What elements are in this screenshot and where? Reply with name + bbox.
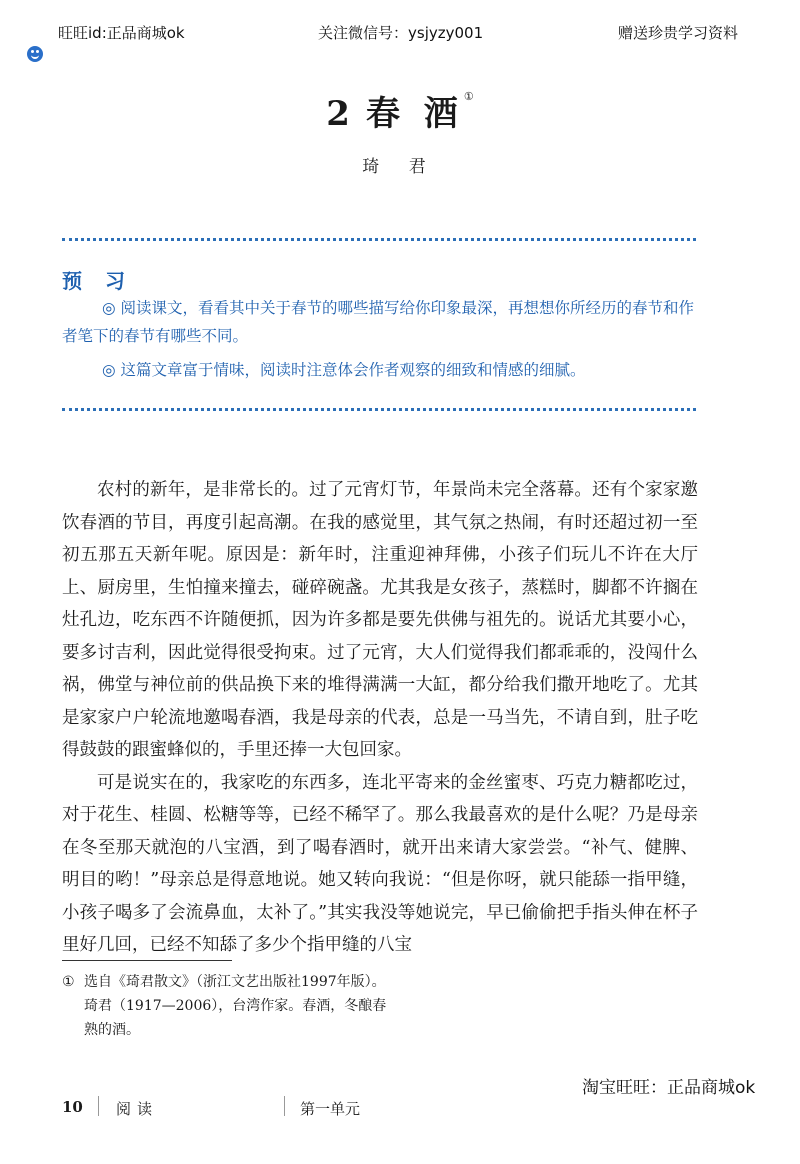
footnote-mark: ① (62, 974, 75, 990)
watermark-top-right: 赠送珍贵学习资料 (618, 24, 739, 42)
author: 琦 君 (362, 157, 438, 177)
preview-item: ◎ 阅读课文，看看其中关于春节的哪些描写给你印象最深，再想想你所经历的春节和作者笔下的春节有哪些不同。 (62, 299, 694, 345)
footnote-rule (62, 960, 232, 961)
lesson-title: 春 酒 (365, 94, 464, 134)
preview-item: ◎ 这篇文章富于情味，阅读时注意体会作者观察的细致和情感的细腻。 (102, 361, 586, 379)
footer-separator (284, 1096, 285, 1116)
page-title (0, 86, 800, 135)
watermark-top-center: 关注微信号：ysjyzy001 (318, 24, 484, 42)
lesson-number: 2 (326, 94, 356, 134)
divider-bottom (62, 408, 696, 411)
footer-unit: 第一单元 (300, 1100, 361, 1118)
article-body (62, 474, 698, 962)
footer-separator (98, 1096, 99, 1116)
footer-section: 阅读 (116, 1100, 159, 1118)
preview-heading: 预 习 (62, 269, 133, 293)
title-footnote-mark: ① (463, 90, 474, 103)
paragraph: 可是说实在的，我家吃的东西多，连北平寄来的金丝蜜枣、巧克力糖都吃过，对于花生、桂圆、松糖等等，已经不稀罕了。那么我最喜欢的是什么呢？乃是母亲在冬至那天就泡的八宝酒，到了喝春酒时，就开出来请大家尝尝。“补气、健脾、明目的哟！”母亲总是得意地说。她又转向我说：“但是你呀，就只能舔一指甲缝，小孩子喝多了会流鼻血，太补了。”其实我没等她说完，早已偷偷把手指头伸在杯子里好几回，已经不知舔了多少个指甲缝的八宝 (62, 772, 698, 955)
watermark-bottom-right: 淘宝旺旺：正品商城ok (582, 1078, 756, 1098)
footnote-text: 选自《琦君散文》（浙江文艺出版社1997年版）。琦君（1917—2006），台湾作家。春酒，冬酿春熟的酒。 (84, 974, 387, 1038)
footnote (62, 970, 392, 1042)
page-number: 10 (62, 1098, 83, 1116)
paragraph: 农村的新年，是非常长的。过了元宵灯节，年景尚未完全落幕。还有个家家邀饮春酒的节目，再度引起高潮。在我的感觉里，其气氛之热闹，有时还超过初一至初五那五天新年呢。原因是：新年时，注重迎神拜佛，小孩子们玩儿不许在大厅上、厨房里，生怕撞来撞去，碰碎碗盏。尤其我是女孩子，蒸糕时，脚都不许搁在灶孔边，吃东西不许随便抓，因为许多都是要先供佛与祖先的。说话尤其要小心，要多讨吉利，因此觉得很受拘束。过了元宵，大人们觉得我们都乖乖的，没闯什么祸，佛堂与神位前的供品换下来的堆得满满一大缸，都分给我们撒开地吃了。尤其是家家户户轮流地邀喝春酒，我是母亲的代表，总是一马当先，不请自到，肚子吃得鼓鼓的跟蜜蜂似的，手里还捧一大包回家。 (62, 480, 698, 760)
smiley-icon (27, 46, 43, 62)
divider-top (62, 238, 696, 241)
watermark-top-left: 旺旺id:正品商城ok (58, 24, 185, 42)
